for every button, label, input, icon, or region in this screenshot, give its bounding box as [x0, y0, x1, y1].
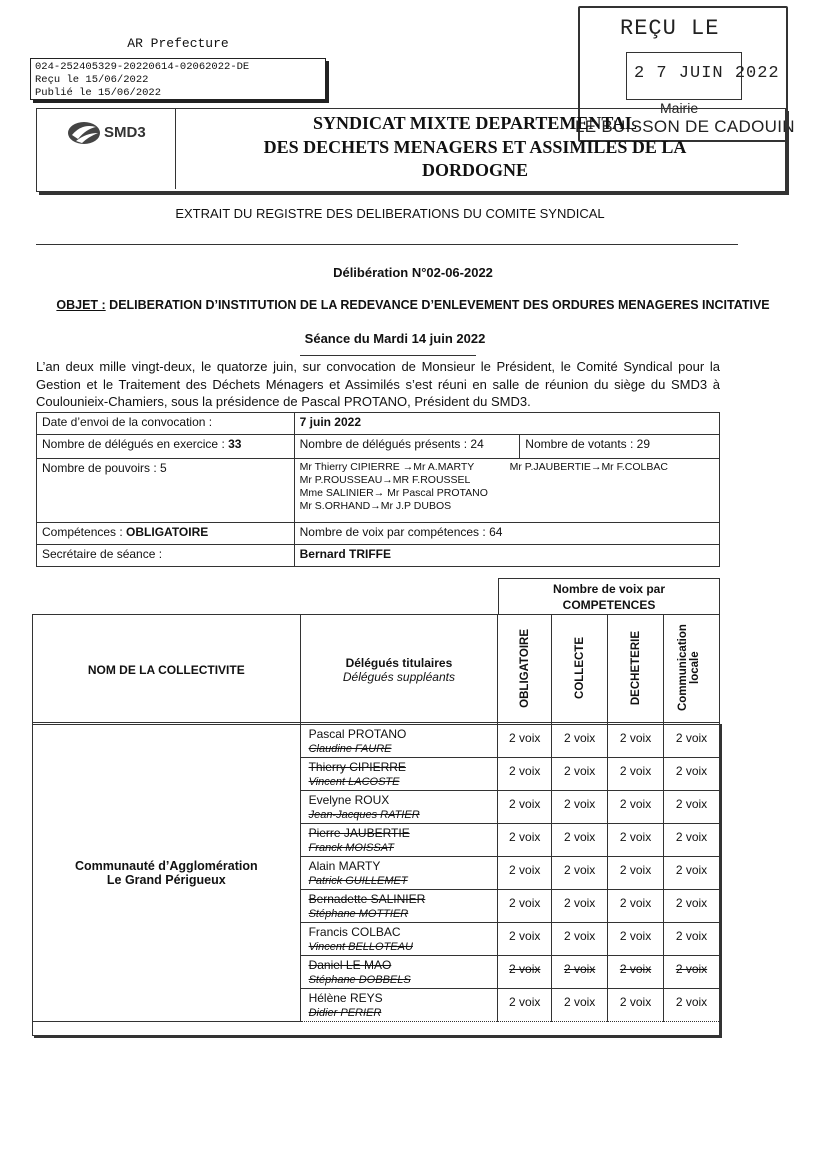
voix-communication: 2 voix: [664, 890, 720, 923]
table-row: [33, 725, 720, 758]
col-collecte-label: COLLECTE: [573, 637, 586, 699]
header-title-line2: DES DECHETS MENAGERS ET ASSIMILES DE LA: [263, 137, 687, 157]
header-title-line3: DORDOGNE: [421, 160, 528, 180]
suppleant-name: Franck MOISSAT: [308, 842, 394, 854]
votes-title-line2: COMPETENCES: [562, 598, 656, 612]
voix-collecte: 2 voix: [552, 923, 608, 956]
voix-collecte: 2 voix: [552, 857, 608, 890]
col-obligatoire-label: OBLIGATOIRE: [518, 628, 531, 708]
collectivite-cell: [33, 725, 301, 1022]
voix-competences: Nombre de voix par compétences : 64: [294, 523, 719, 545]
voix-collecte: 2 voix: [552, 824, 608, 857]
voix-obligatoire: 2 voix: [498, 923, 552, 956]
col-decheterie-label: DECHETERIE: [629, 630, 642, 706]
voix-obligatoire: 2 voix: [498, 824, 552, 857]
recu-stamp-mairie: Mairie: [660, 100, 699, 116]
titulaire-name: Hélène REYS: [308, 991, 383, 1005]
voix-communication: 2 voix: [664, 824, 720, 857]
deliberation-number: Délibération N°02-06-2022: [333, 265, 493, 280]
voix-communication: 2 voix: [664, 923, 720, 956]
suppleant-name: Jean-Jacques RATIER: [308, 809, 420, 821]
competences-value: OBLIGATOIRE: [126, 525, 209, 539]
presents-count: Nombre de délégués présents : 24: [294, 435, 520, 459]
delegue-cell: [300, 989, 498, 1022]
exercice-value: 33: [228, 437, 242, 451]
col-titulaires: Délégués titulaires: [345, 655, 453, 670]
voix-communication: 2 voix: [664, 758, 720, 791]
suppleant-name: Stéphane DOBBELS: [308, 974, 411, 986]
col-communication: [664, 615, 720, 725]
votes-title-line1: Nombre de voix par: [552, 582, 666, 596]
voix-collecte: 2 voix: [552, 890, 608, 923]
votes-header-title: [498, 578, 720, 614]
exercice-label: Nombre de délégués en exercice :: [42, 437, 229, 451]
ar-received-date: Reçu le 15/06/2022: [35, 74, 149, 86]
delegue-cell: [300, 890, 498, 923]
voix-decheterie: 2 voix: [608, 791, 664, 824]
voix-communication: 2 voix: [664, 725, 720, 758]
voix-collecte: 2 voix: [552, 725, 608, 758]
seance-date: Séance du Mardi 14 juin 2022: [304, 331, 486, 346]
delegue-cell: [300, 956, 498, 989]
voix-communication: 2 voix: [664, 857, 720, 890]
voix-communication: 2 voix: [664, 791, 720, 824]
intro-paragraph: L’an deux mille vingt-deux, le quatorze juin, sur convocation de Monsieur le Président, le Comité Syndical pour la Gestion et le Traitement des Déchets Ménagers et Assimilés s’est réuni en salle de réunion du siège du SMD3 à Coulounieix-Chamiers, sous la présidence de Pascal PROTANO, Président du SMD3.: [36, 359, 720, 409]
objet-line: [0, 298, 826, 312]
voix-collecte: 2 voix: [552, 956, 608, 989]
suppleant-name: Stéphane MOTTIER: [308, 908, 409, 920]
voix-obligatoire: 2 voix: [498, 791, 552, 824]
voix-decheterie: 2 voix: [608, 923, 664, 956]
recu-stamp-title: REÇU LE: [620, 16, 720, 41]
divider: [300, 355, 476, 356]
voix-decheterie: 2 voix: [608, 857, 664, 890]
suppleant-name: Didier PERIER: [308, 1007, 382, 1019]
voix-decheterie: 2 voix: [608, 890, 664, 923]
competences-cell: [37, 523, 295, 545]
delegue-cell: [300, 824, 498, 857]
titulaire-name: Pascal PROTANO: [308, 727, 407, 741]
suppleant-name: Patrick GUILLEMET: [308, 875, 408, 887]
pouvoir-item: Mr S.ORHAND→Mr J.P DUBOS: [299, 500, 452, 512]
delegue-cell: [300, 923, 498, 956]
voix-communication: 2 voix: [664, 989, 720, 1022]
voix-communication: 2 voix: [664, 956, 720, 989]
voix-decheterie: 2 voix: [608, 758, 664, 791]
convocation-label: Date d’envoi de la convocation :: [37, 413, 295, 435]
voix-collecte: 2 voix: [552, 989, 608, 1022]
voix-obligatoire: 2 voix: [498, 956, 552, 989]
pouvoir-item: Mr P.JAUBERTIE→Mr F.COLBAC: [509, 461, 668, 473]
titulaire-name: Francis COLBAC: [308, 925, 401, 939]
pouvoirs-list: [294, 459, 719, 523]
collectivite-line1: Communauté d’Agglomération: [74, 859, 258, 873]
col-decheterie: [608, 615, 664, 725]
ar-prefecture-box: [30, 58, 326, 100]
extrait-registre: EXTRAIT DU REGISTRE DES DELIBERATIONS DU COMITE SYNDICAL: [175, 206, 605, 221]
objet-text: DELIBERATION D’INSTITUTION DE LA REDEVANCE D’ENLEVEMENT DES ORDURES MENAGERES INCITATIVE: [105, 298, 770, 312]
smd3-logo-text: SMD3: [104, 124, 146, 141]
ar-prefecture-title: AR Prefecture: [127, 36, 229, 51]
header-title-line1: SYNDICAT MIXTE DEPARTEMENTAL: [312, 113, 638, 133]
titulaire-name: Daniel LE MAO: [308, 958, 392, 972]
delegue-cell: [300, 758, 498, 791]
titulaire-name: Thierry CIPIERRE: [308, 760, 406, 774]
voix-collecte: 2 voix: [552, 758, 608, 791]
pouvoir-item: Mme SALINIER→ Mr Pascal PROTANO: [299, 487, 488, 499]
exercice-cell: [37, 435, 295, 459]
collectivite-line2: Le Grand Périgueux: [106, 873, 226, 887]
voix-obligatoire: 2 voix: [498, 725, 552, 758]
voix-obligatoire: 2 voix: [498, 758, 552, 791]
voix-decheterie: 2 voix: [608, 989, 664, 1022]
col-communication-label: Communication locale: [676, 624, 701, 712]
pouvoir-item: Mr P.ROUSSEAU→MR F.ROUSSEL: [299, 474, 471, 486]
divider: [36, 244, 738, 245]
titulaire-name: Alain MARTY: [308, 859, 381, 873]
session-info-table: [36, 412, 720, 567]
secretaire-label: Secrétaire de séance :: [37, 545, 295, 567]
suppleant-name: Claudine FAURE: [308, 743, 392, 755]
col-collecte: [552, 615, 608, 725]
delegue-cell: [300, 725, 498, 758]
competences-label: Compétences :: [42, 525, 127, 539]
col-obligatoire: [498, 615, 552, 725]
objet-label: OBJET :: [56, 298, 106, 312]
titulaire-name: Bernadette SALINIER: [308, 892, 426, 906]
voix-decheterie: 2 voix: [608, 824, 664, 857]
convocation-value: 7 juin 2022: [294, 413, 719, 435]
secretaire-value: Bernard TRIFFE: [294, 545, 719, 567]
votes-table: [32, 614, 720, 1022]
voix-obligatoire: 2 voix: [498, 989, 552, 1022]
voix-decheterie: 2 voix: [608, 956, 664, 989]
voix-collecte: 2 voix: [552, 791, 608, 824]
ar-reference: 024-252405329-20220614-02062022-DE: [35, 61, 250, 73]
recu-stamp-date: 2 7 JUIN 2022: [634, 64, 780, 83]
recu-stamp-town: LE BUISSON DE CADOUIN: [575, 117, 795, 136]
voix-obligatoire: 2 voix: [498, 857, 552, 890]
suppleant-name: Vincent BELLOTEAU: [308, 941, 413, 953]
pouvoirs-label: Nombre de pouvoirs : 5: [37, 459, 295, 523]
voix-obligatoire: 2 voix: [498, 890, 552, 923]
votants-count: Nombre de votants : 29: [520, 435, 720, 459]
smd3-leaf-icon: [66, 119, 102, 147]
titulaire-name: Evelyne ROUX: [308, 793, 390, 807]
logo-cell: [37, 109, 176, 189]
col-delegues: [300, 615, 498, 725]
col-collectivite: NOM DE LA COLLECTIVITE: [33, 615, 301, 725]
titulaire-name: Pierre JAUBERTIE: [308, 826, 410, 840]
ar-published-date: Publié le 15/06/2022: [35, 87, 162, 99]
col-suppleants: Délégués suppléants: [342, 669, 455, 684]
suppleant-name: Vincent LACOSTE: [308, 776, 400, 788]
voix-decheterie: 2 voix: [608, 725, 664, 758]
pouvoir-item: Mr Thierry CIPIERRE →Mr A.MARTY: [299, 461, 475, 473]
delegue-cell: [300, 857, 498, 890]
delegue-cell: [300, 791, 498, 824]
